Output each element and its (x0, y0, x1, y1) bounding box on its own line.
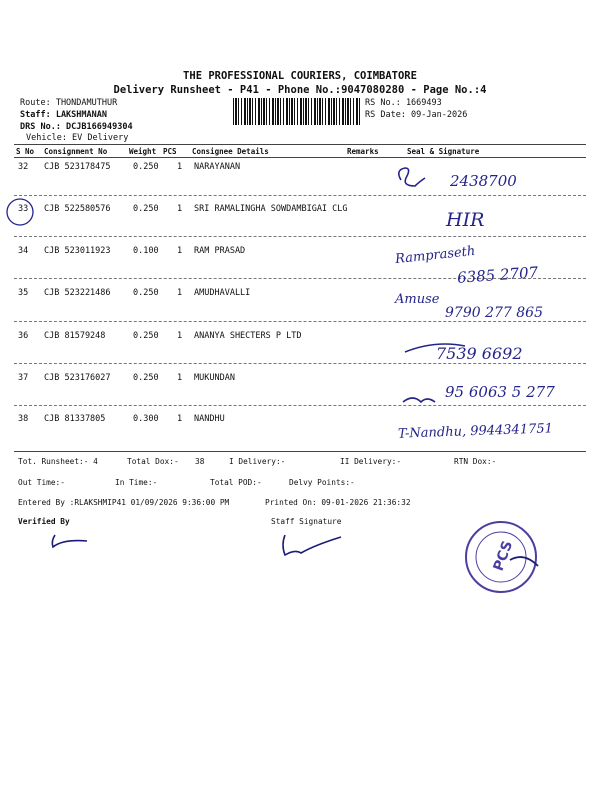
row-sno: 37 (18, 373, 29, 383)
row-consignment: CJB 81579248 (44, 331, 106, 341)
total-dox-value: 38 (195, 457, 205, 466)
tot-runsheet: Tot. Runsheet:- 4 (18, 457, 98, 466)
row-consignee: NANDHU (194, 414, 225, 424)
rtn-dox: RTN Dox:- (454, 457, 497, 466)
row-consignee: MUKUNDAN (194, 373, 235, 383)
verified-by-label: Verified By (18, 517, 70, 526)
row-weight: 0.250 (133, 288, 159, 298)
signature-scribble (399, 168, 425, 186)
staff-signature-mark (283, 535, 341, 555)
verified-signature (52, 535, 87, 547)
handwritten-note: Amuse (395, 292, 440, 307)
row-consignment: CJB 523011923 (44, 246, 111, 256)
delvy-points: Delvy Points:- (289, 478, 355, 487)
vehicle-field: Vehicle: EV Delivery (26, 133, 129, 143)
ii-delivery: II Delivery:- (340, 457, 402, 466)
total-dox-label: Total Dox:- (127, 457, 179, 466)
row-pcs: 1 (177, 373, 183, 383)
route-field: Route: THONDAMUTHUR (20, 98, 118, 108)
stamp-text: PCS (490, 538, 517, 574)
row-weight: 0.250 (133, 331, 159, 341)
col-pcs: PCS (163, 147, 177, 156)
row-consignment: CJB 81337805 (44, 414, 106, 424)
col-consignee: Consignee Details (192, 147, 269, 156)
row-consignment: CJB 523178475 (44, 162, 111, 172)
row-weight: 0.250 (133, 204, 159, 214)
total-pod: Total POD:- (210, 478, 262, 487)
row-consignee: NARAYANAN (194, 162, 241, 172)
handwritten-note: Rampraseth (394, 243, 476, 268)
row-pcs: 1 (177, 331, 183, 341)
row-weight: 0.250 (133, 162, 159, 172)
row-weight: 0.250 (133, 373, 159, 383)
row-consignment: CJB 523221486 (44, 288, 111, 298)
row-consignee: RAM PRASAD (194, 246, 246, 256)
runsheet-subtitle: Delivery Runsheet - P41 - Phone No.:9047080280 - Page No.:4 (113, 84, 487, 96)
handwritten-note: T-Nandhu, 9944341751 (397, 421, 554, 442)
row-consignment: CJB 522580576 (44, 204, 111, 214)
row-weight: 0.300 (133, 414, 159, 424)
entered-by: Entered By :RLAKSHMIP41 01/09/2026 9:36:00 PM (18, 498, 230, 507)
row-sno: 33 (18, 204, 29, 214)
row-weight: 0.100 (133, 246, 159, 256)
out-time: Out Time:- (18, 478, 65, 487)
row-pcs: 1 (177, 246, 183, 256)
row-sno: 38 (18, 414, 29, 424)
printed-on: Printed On: 09-01-2026 21:36:32 (265, 498, 411, 507)
staff-signature-label: Staff Signature (271, 517, 342, 526)
i-delivery: I Delivery:- (229, 457, 286, 466)
handwritten-note: 6385 2707 (456, 263, 539, 287)
row-sno: 34 (18, 246, 29, 256)
row-pcs: 1 (177, 288, 183, 298)
staff-field: Staff: LAKSHMANAN (20, 110, 107, 120)
row-sno: 32 (18, 162, 29, 172)
col-seal-signature: Seal & Signature (407, 147, 480, 156)
row-sno: 36 (18, 331, 29, 341)
col-sno: S No (16, 147, 35, 156)
row-consignee: SRI RAMALINGHA SOWDAMBIGAI CLG (194, 204, 348, 214)
stamp-signature (510, 557, 538, 566)
rs-date-field: RS Date: 09-Jan-2026 (365, 110, 468, 120)
col-remarks: Remarks (347, 147, 379, 156)
col-consignment: Consignment No (44, 147, 108, 156)
drs-field: DRS No.: DCJB166949304 (20, 122, 133, 132)
handwritten-note: 2438700 (450, 172, 517, 190)
handwritten-note: 7539 6692 (436, 344, 523, 363)
rs-no-field: RS No.: 1669493 (365, 98, 442, 108)
handwritten-note: 9790 277 865 (445, 305, 543, 321)
row-consignment: CJB 523176027 (44, 373, 111, 383)
row-consignee: ANANYA SHECTERS P LTD (194, 331, 302, 341)
pen-circle (7, 199, 33, 225)
row-sno: 35 (18, 288, 29, 298)
row-pcs: 1 (177, 414, 183, 424)
handwritten-note: 95 6063 5 277 (445, 383, 555, 401)
row-pcs: 1 (177, 162, 183, 172)
signature-scribble (403, 398, 435, 402)
col-weight: Weight (129, 147, 157, 156)
row-consignee: AMUDHAVALLI (194, 288, 251, 298)
row-pcs: 1 (177, 204, 183, 214)
handwritten-note: HIR (446, 209, 485, 231)
company-title: THE PROFESSIONAL COURIERS, COIMBATORE (183, 70, 417, 82)
in-time: In Time:- (115, 478, 158, 487)
